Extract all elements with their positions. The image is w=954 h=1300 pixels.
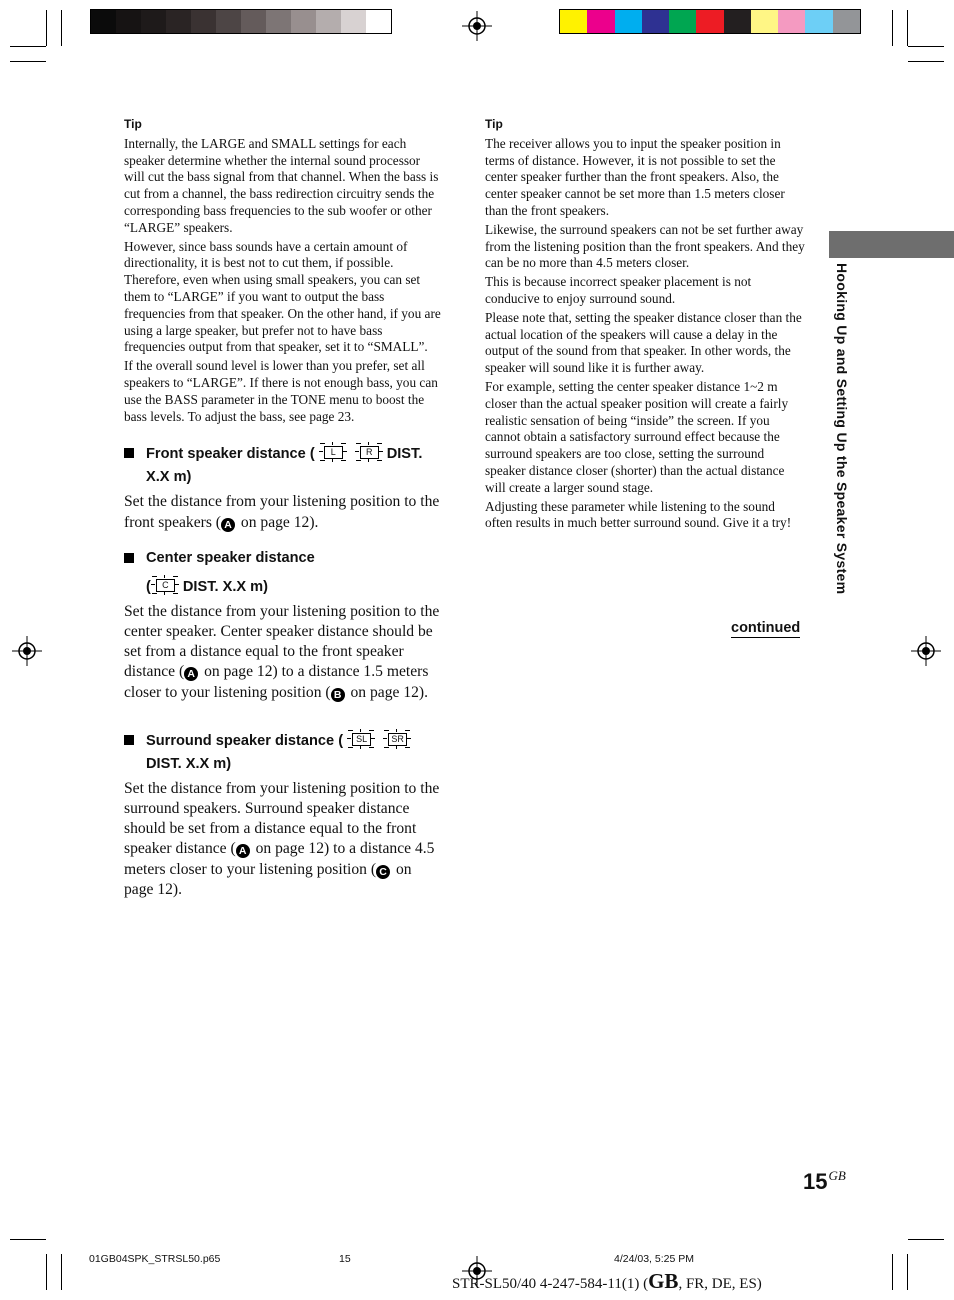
registration-mark-icon — [911, 636, 941, 666]
speaker-display-icon: C — [151, 575, 179, 595]
speaker-ray — [320, 443, 325, 444]
tip-heading: Tip — [124, 117, 142, 131]
speaker-ray — [396, 729, 397, 732]
speaker-display-icon: SR — [383, 729, 411, 749]
crop-mark — [907, 1254, 908, 1290]
speaker-ray — [377, 460, 382, 461]
front-speaker-section — [124, 442, 444, 532]
page-number: $15^{GB}$ — [803, 1168, 846, 1194]
speaker-ray — [356, 460, 361, 461]
crop-mark — [10, 61, 46, 62]
speaker-ray — [360, 729, 361, 732]
speaker-ray — [332, 459, 333, 462]
crop-mark — [46, 1254, 47, 1290]
right-column-tip — [485, 116, 805, 534]
speaker-ray — [341, 443, 346, 444]
gray-swatch — [91, 10, 116, 33]
speaker-ray — [348, 730, 353, 731]
crop-mark — [908, 46, 944, 47]
surround-speaker-section — [124, 729, 444, 900]
left-column — [124, 116, 444, 900]
speaker-ray — [332, 442, 333, 445]
color-swatch — [669, 10, 696, 33]
speaker-ray — [371, 738, 375, 739]
gray-swatch — [216, 10, 241, 33]
speaker-ray — [368, 459, 369, 462]
color-calibration-bar — [559, 9, 861, 34]
tip-paragraph: Internally, the LARGE and SMALL settings for each speaker determine whether the internal sound processor will cut the bass signal from that channel. When the bass is cut from a channel, the bass redirection circuitry sends the corresponding bass frequencies to the sub woofer or other “LARGE” speakers. — [124, 135, 439, 235]
crop-mark — [10, 1239, 46, 1240]
crop-mark — [61, 10, 62, 46]
speaker-ray — [384, 747, 389, 748]
speaker-ray — [152, 593, 157, 594]
crop-mark — [892, 10, 893, 46]
speaker-ray — [319, 451, 323, 452]
crop-mark — [908, 61, 944, 62]
speaker-ray — [175, 584, 179, 585]
tip-paragraph: Adjusting these parameter while listening to the sound often results in much better surround sound. Give it a try! — [485, 498, 792, 531]
speaker-ray — [173, 576, 178, 577]
crop-mark — [10, 46, 46, 47]
color-swatch — [724, 10, 751, 33]
footer-date: 4/24/03, 5:25 PM — [614, 1253, 694, 1265]
speaker-ray — [347, 738, 351, 739]
tip-paragraph: For example, setting the center speaker distance 1~2 m closer than the actual speaker position will create a fairly realistic sensation of being “inside” the screen. If you cannot obtain a satisfactory surround effect because the surround speakers are too close, setting the surround speaker distance closer (shorter) than the actual distance will create a larger sound stage. — [485, 378, 789, 495]
crop-mark — [908, 1239, 944, 1240]
gray-swatch — [141, 10, 166, 33]
speaker-ray — [348, 747, 353, 748]
speaker-ray — [369, 730, 374, 731]
tip-paragraph: Please note that, setting the speaker distance closer than the actual location of the speakers will cause a delay in the output of the sound from that speaker. In other words, the speaker will sound like it is further away. — [485, 309, 802, 376]
gray-swatch — [191, 10, 216, 33]
figure-ref-icon: C — [376, 865, 390, 879]
color-swatch — [751, 10, 778, 33]
section-tab-label: Hooking Up and Setting Up the Speaker System — [834, 263, 850, 595]
speaker-display-icon: R — [355, 442, 383, 462]
crop-mark — [61, 1254, 62, 1290]
bullet-square-icon — [124, 735, 134, 745]
center-speaker-section — [124, 547, 444, 703]
surround-speaker-body: Set the distance from your listening position to the surround speakers. Surround speaker distance should be set from a distance equal to the front speaker distance ( A on page 12) to a distance 4.5 meters closer to your listening position ( C on page 12). — [124, 779, 440, 898]
figure-ref-icon: A — [184, 667, 198, 681]
footer-page: 15 — [339, 1253, 351, 1265]
speaker-ray — [341, 460, 346, 461]
crop-mark — [892, 1254, 893, 1290]
speaker-ray — [173, 593, 178, 594]
bullet-square-icon — [124, 448, 134, 458]
crop-mark — [46, 10, 47, 46]
speaker-ray — [355, 451, 359, 452]
color-swatch — [642, 10, 669, 33]
figure-ref-icon: A — [236, 844, 250, 858]
tip-paragraph: If the overall sound level is lower than you prefer, set all speakers to “LARGE”. If there is not enough bass, you can use the BASS parameter in the TONE menu to boost the bass levels. To adjust the bass, see page 23. — [124, 358, 438, 424]
grayscale-calibration-bar — [90, 9, 392, 34]
color-swatch — [778, 10, 805, 33]
speaker-display-icon: SL — [347, 729, 375, 749]
speaker-ray — [405, 730, 410, 731]
speaker-ray — [383, 738, 387, 739]
speaker-ray — [377, 443, 382, 444]
speaker-ray — [368, 442, 369, 445]
speaker-ray — [360, 746, 361, 749]
gray-swatch — [116, 10, 141, 33]
center-speaker-heading: Center speaker distance ( C DIST. X.X m) — [124, 547, 444, 599]
tip-paragraph: However, since bass sounds have a certain amount of directionality, it is best not to cut them, if possible. Therefore, even when using small speakers, you can set them to “LARGE” if you want to output the bass frequencies from that speaker. On the other hand, if you are using a large speaker, but prefer not to have bass frequencies output from that speaker, set it to “SMALL”. — [124, 238, 441, 355]
speaker-ray — [407, 738, 411, 739]
gray-swatch — [341, 10, 366, 33]
speaker-ray — [320, 460, 325, 461]
gray-swatch — [166, 10, 191, 33]
figure-ref-icon: B — [331, 688, 345, 702]
speaker-ray — [164, 592, 165, 595]
speaker-ray — [343, 451, 347, 452]
bullet-square-icon — [124, 553, 134, 563]
front-speaker-body: Set the distance from your listening position to the front speakers ( A on page 12). — [124, 493, 440, 531]
front-speaker-heading: Front speaker distance ( L R DIST. X.X m) — [124, 442, 444, 489]
speaker-ray — [151, 584, 155, 585]
gray-swatch — [291, 10, 316, 33]
crop-mark — [907, 10, 908, 46]
speaker-ray — [356, 443, 361, 444]
section-tab — [829, 231, 954, 258]
color-swatch — [696, 10, 723, 33]
speaker-ray — [384, 730, 389, 731]
speaker-ray — [152, 576, 157, 577]
gray-swatch — [316, 10, 341, 33]
registration-mark-icon — [12, 636, 42, 666]
speaker-ray — [396, 746, 397, 749]
color-swatch — [615, 10, 642, 33]
color-swatch — [833, 10, 860, 33]
surround-speaker-heading: Surround speaker distance ( SL SR DIST. X.X m) — [124, 729, 444, 776]
figure-ref-icon: A — [221, 518, 235, 532]
gray-swatch — [366, 10, 391, 33]
color-swatch — [805, 10, 832, 33]
gray-swatch — [241, 10, 266, 33]
continued-label: continued — [731, 620, 801, 636]
speaker-ray — [405, 747, 410, 748]
tip-paragraph: This is because incorrect speaker placement is not conducive to enjoy surround sound. — [485, 274, 752, 306]
color-swatch — [560, 10, 587, 33]
speaker-ray — [164, 575, 165, 578]
center-speaker-body: Set the distance from your listening position to the center speaker. Center speaker distance should be set from a distance equal to the front speaker distance ( A on page 12) to a distance 1.5 meters closer to your listening position ( B on page 12). — [124, 602, 440, 701]
speaker-ray — [379, 451, 383, 452]
color-swatch — [587, 10, 614, 33]
speaker-ray — [369, 747, 374, 748]
tip-paragraph: Likewise, the surround speakers can not be set further away from the listening position than the front speakers. And they can be no more than 4.5 meters closer. — [485, 221, 805, 271]
tip-paragraph: The receiver allows you to input the speaker position in terms of distance. However, it is not possible to set the center speaker further than the front speakers. Also, the center speaker cannot be set more than 1.5 meters closer than the front speakers. — [485, 135, 785, 218]
footer-filename: 01GB04SPK_STRSL50.p65 — [89, 1253, 221, 1265]
tip-heading: Tip — [485, 117, 503, 131]
tip-box — [124, 116, 444, 425]
gray-swatch — [266, 10, 291, 33]
footer-model: STR-SL50/40 4-247-584-11(1) (GB, FR, DE, ES) — [452, 1269, 762, 1293]
registration-mark-icon — [462, 11, 492, 41]
speaker-display-icon: L — [319, 442, 347, 462]
